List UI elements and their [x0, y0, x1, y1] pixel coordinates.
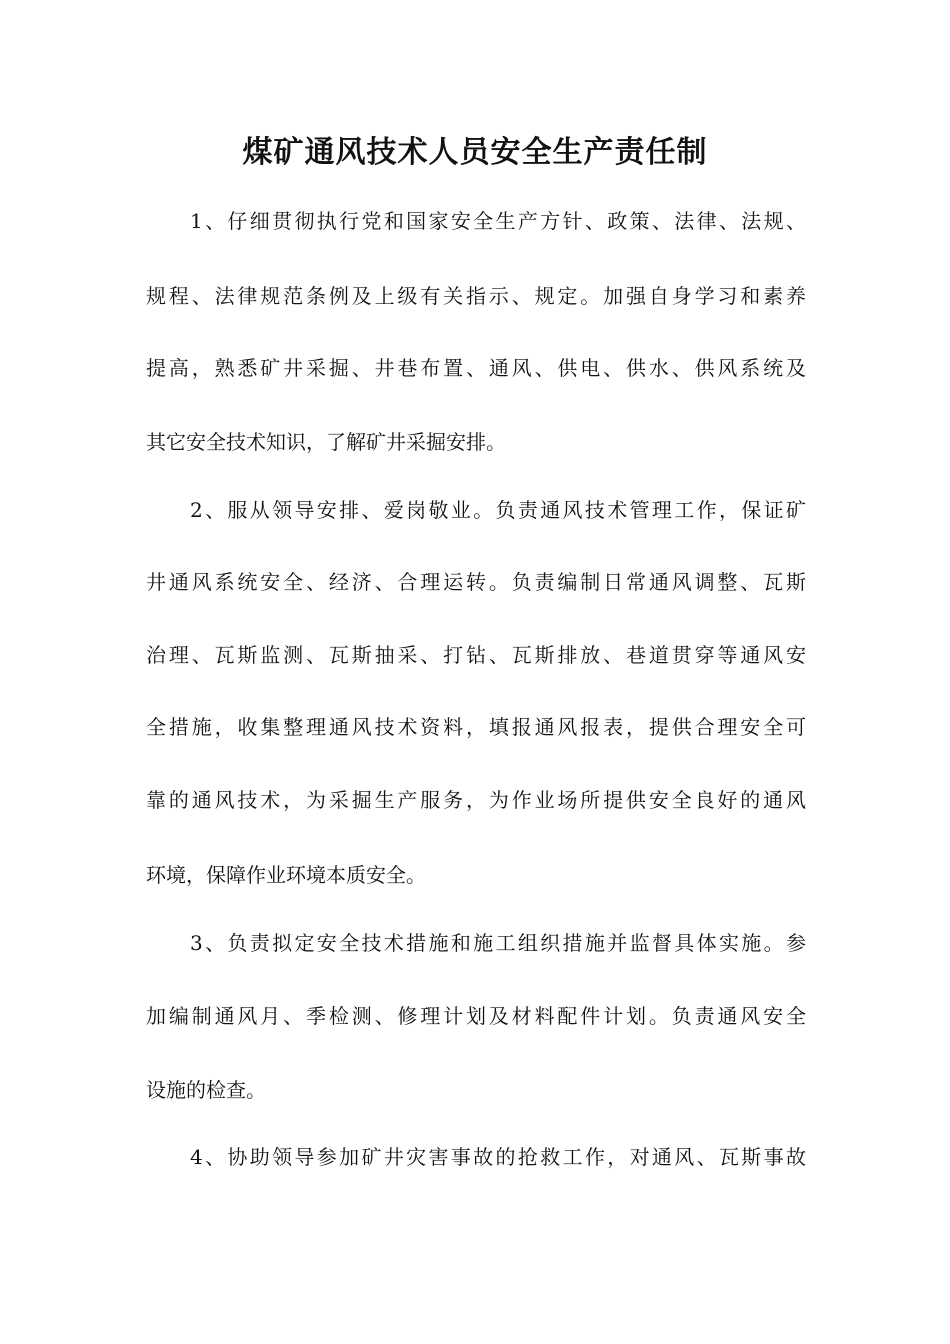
document-title: 煤矿通风技术人员安全生产责任制: [242, 135, 708, 170]
paragraph-4-line-1: 4、协助领导参加矿井灾害事故的抢救工作，对通风、瓦斯事故: [190, 1145, 806, 1169]
paragraph-2-line-4: 全措施，收集整理通风技术资料，填报通风报表，提供合理安全可: [146, 715, 806, 739]
paragraph-2-line-3: 治理、瓦斯监测、瓦斯抽采、打钻、瓦斯排放、巷道贯穿等通风安: [146, 643, 806, 667]
paragraph-1-line-2: 规程、法律规范条例及上级有关指示、规定。加强自身学习和素养: [146, 284, 806, 308]
paragraph-2-line-1: 2、服从领导安排、爱岗敬业。负责通风技术管理工作，保证矿: [190, 498, 806, 522]
paragraph-3-line-3: 设施的检查。: [146, 1078, 266, 1102]
paragraph-3-line-2: 加编制通风月、季检测、修理计划及材料配件计划。负责通风安全: [146, 1004, 806, 1028]
paragraph-1-line-3: 提高，熟悉矿井采掘、井巷布置、通风、供电、供水、供风系统及: [146, 356, 806, 380]
paragraph-2-line-5: 靠的通风技术，为采掘生产服务，为作业场所提供安全良好的通风: [146, 788, 806, 812]
paragraph-1-line-1: 1、仔细贯彻执行党和国家安全生产方针、政策、法律、法规、: [190, 209, 806, 233]
paragraph-3-line-1: 3、负责拟定安全技术措施和施工组织措施并监督具体实施。参: [190, 931, 806, 955]
paragraph-1-line-4: 其它安全技术知识，了解矿井采掘安排。: [146, 430, 506, 454]
paragraph-2-line-6: 环境，保障作业环境本质安全。: [146, 863, 426, 887]
paragraph-2-line-2: 井通风系统安全、经济、合理运转。负责编制日常通风调整、瓦斯: [146, 570, 806, 594]
